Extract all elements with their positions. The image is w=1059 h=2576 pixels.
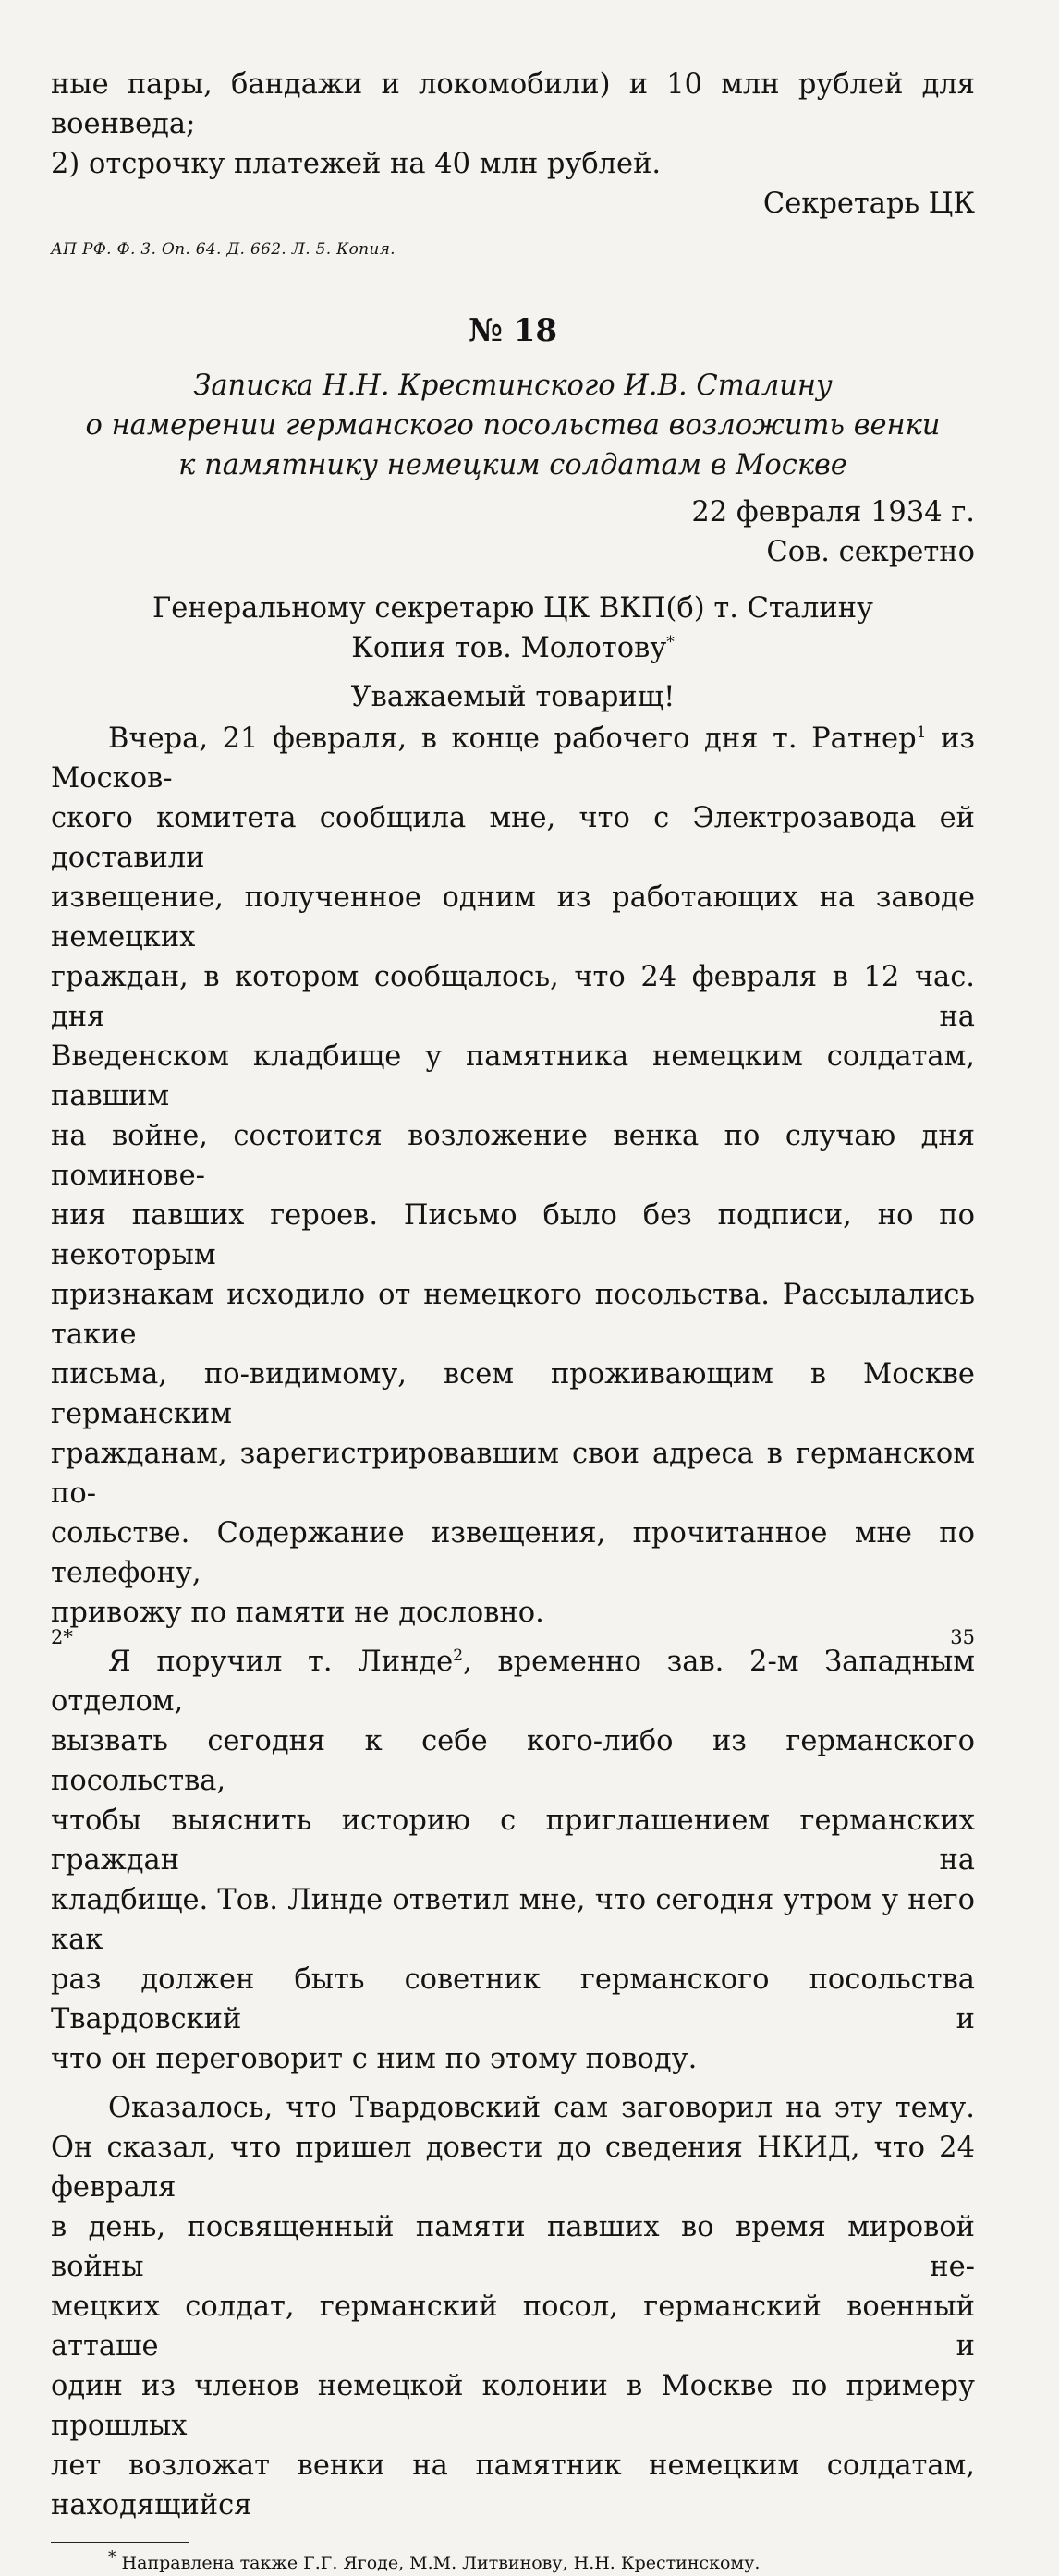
signature: Секретарь ЦК	[762, 188, 975, 220]
text-line: мецких солдат, германский посол, германский военный атташе и	[51, 2290, 975, 2363]
page-footer	[51, 1626, 975, 1648]
page-number: 35	[950, 1626, 975, 1648]
copy-recipient-text: Копия тов. Молотову	[351, 632, 667, 664]
footnote-mark: *	[666, 632, 675, 651]
text-line: лет возложат венки на памятник немецким солдатам, находящийся	[51, 2449, 975, 2521]
text-span: , временно зав. 2-м Западным отделом,	[51, 1646, 975, 1718]
text-line: письма, по-видимому, всем проживающим в Москве германским	[51, 1358, 975, 1430]
text-line	[51, 719, 975, 798]
document-title-line: к памятнику немецким солдатам в Москве	[178, 449, 847, 481]
text-span: Вчера, 21 февраля, в конце рабочего дня т. Ратнер	[108, 723, 917, 755]
copy-recipient	[51, 628, 975, 668]
text-line: один из членов немецкой колонии в Москве по примеру прошлых	[51, 2370, 975, 2442]
text-line: ния павших героев. Письмо было без подписи, но по некоторым	[51, 1199, 975, 1271]
document-title-line: Записка Н.Н. Крестинского И.В. Сталину	[193, 370, 833, 402]
text-line: граждан, в котором сообщалось, что 24 февраля в 12 час. дня на	[51, 961, 975, 1033]
text-span: из Москов-	[51, 723, 975, 795]
paragraph-2	[51, 1642, 975, 2079]
text-line: чтобы выяснить историю с приглашением германских граждан на	[51, 1804, 975, 1877]
text-line: раз должен быть советник германского посольства Твардовский и	[51, 1963, 975, 2035]
footnote-mark: *	[108, 2547, 116, 2567]
text-line: извещение, полученное одним из работающих на заводе немецких	[51, 881, 975, 954]
footnote	[108, 2547, 975, 2576]
text-line: Он сказал, что пришел довести до сведения НКИД, что 24 февраля	[51, 2132, 975, 2204]
footnote-ref: 1	[916, 723, 927, 742]
paragraph-1	[51, 719, 975, 1633]
text-line: Оказалось, что Твардовский сам заговорил на эту тему.	[108, 2092, 975, 2124]
salutation: Уважаемый товарищ!	[350, 681, 676, 713]
footnote-ref: 2	[453, 1646, 464, 1665]
text-line: Введенском кладбище у памятника немецким солдатам, павшим	[51, 1040, 975, 1112]
text-line: сольстве. Содержание извещения, прочитанное мне по телефону,	[51, 1517, 975, 1589]
text-line: на войне, состоится возложение венка по случаю дня поминове-	[51, 1120, 975, 1192]
text-line: вызвать сегодня к себе кого-либо из германского посольства,	[51, 1725, 975, 1797]
text-line: привожу по памяти не дословно.	[51, 1597, 544, 1629]
addressee: Генеральному секретарю ЦК ВКП(б) т. Сталину	[152, 592, 873, 625]
text-span: Я поручил т. Линде	[108, 1646, 454, 1678]
document-page	[51, 65, 975, 2573]
classification-mark: Сов. секретно	[766, 536, 975, 568]
footnote-divider	[51, 2542, 189, 2543]
text-line: кладбище. Тов. Линде ответил мне, что сегодня утром у него как	[51, 1884, 975, 1956]
document-title-line: о намерении германского посольства возложить венки	[85, 409, 941, 442]
text-line: что он переговорит с ним по этому поводу.	[51, 2043, 698, 2075]
signature-mark: 2*	[51, 1626, 73, 1648]
text-line: ского комитета сообщила мне, что с Электрозавода ей доставили	[51, 802, 975, 874]
text-line	[51, 1642, 975, 1721]
text-line: гражданам, зарегистрировавшим свои адреса в германском по-	[51, 1438, 975, 1510]
document-date: 22 февраля 1934 г.	[691, 496, 975, 529]
text-line: в день, посвященный памяти павших во время мировой войны не-	[51, 2211, 975, 2283]
archive-reference: АП РФ. Ф. 3. Оп. 64. Д. 662. Л. 5. Копия.	[51, 240, 396, 259]
document-number: № 18	[468, 312, 558, 349]
footnote-text: Направлена также Г.Г. Ягоде, М.М. Литвинову, Н.Н. Крестинскому.	[121, 2553, 761, 2573]
text-line: 2) отсрочку платежей на 40 млн рублей.	[51, 148, 662, 180]
text-line: ные пары, бандажи и локомобили) и 10 млн рублей для военведа;	[51, 68, 975, 140]
text-line: признакам исходило от немецкого посольства. Рассылались такие	[51, 1279, 975, 1351]
paragraph-3	[51, 2088, 975, 2525]
